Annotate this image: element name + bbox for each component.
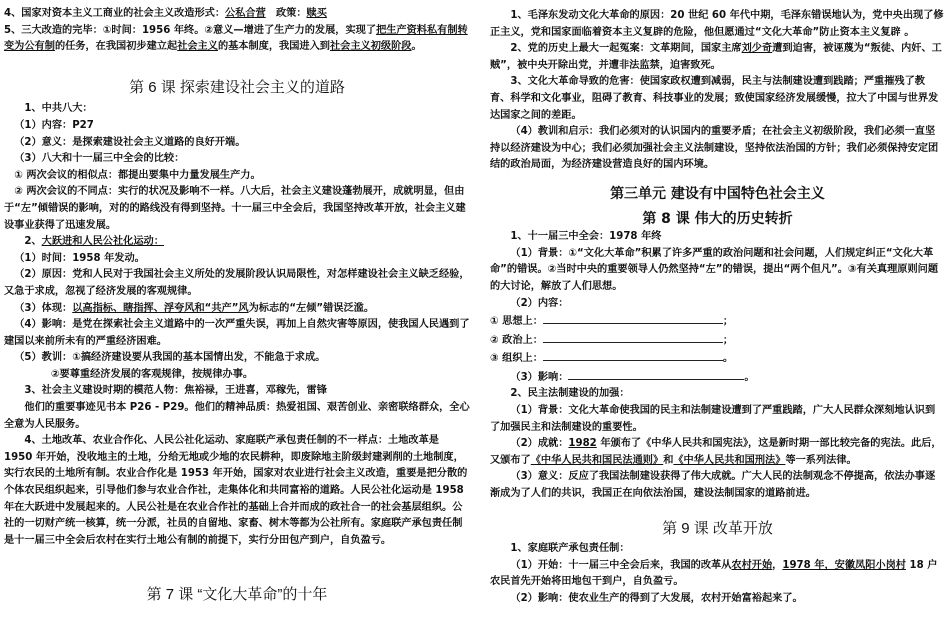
content-politics-line: ② 政治上： ； (490, 331, 945, 350)
comparison-difference: ② 两次会议的不同点：实行的状况及影响不一样。八大后，社会主义建设蓬勃展开，成就明显，但由于“左”倾错误的影响，对的的路线没有得到坚持。十一届三中全会后，我国坚持改革开放，社会主义建设事业获得了迅速发展。 (4, 186, 466, 231)
cultural-revolution-cause: 1、毛泽东发动文化大革命的原因：20 世纪 60 年代中期，毛泽东错误地认为，党中央出现了修正主义，党和国家面临着资本主义复辟的危险，他但愿通过“文化大革命”防止资本主义复辟 。 (490, 10, 944, 38)
third-plenum-background: （1）背景：①“文化大革命”积累了许多严重的政治问题和社会问题，人们规定纠正“文化大革命”的错误。②当时中央的重要领导人仍然坚持“左”的错误，提出“两个但凡”。③有关真理原则问题的大讨论，解放了人们思想。 (490, 247, 939, 292)
impact-blank (568, 368, 744, 380)
content-ideology-line: ① 思想上： ； (490, 312, 945, 331)
third-plenum-content: （2）内容： (510, 297, 569, 309)
great-leap-time: （1）时间：1958 年发动。 (14, 252, 145, 264)
section-3-deeds: 他们的重要事迹见书本 P26 - P29。他们的精神品质：热爱祖国、艰苦创业、亲密联络群众，全心全意为人民服务。 (4, 402, 470, 430)
great-leap-cause: （2）原因：党和人民对于我国社会主义所处的发展阶段认识局限性，对怎样建设社会主义缺乏经验，又急于求成，忽视了经济发展的客观规律。 (4, 269, 470, 297)
right-column (490, 0, 945, 608)
organization-blank (543, 349, 723, 361)
third-plenum-heading: 1、十一届三中全会：1978 年终 (510, 231, 662, 243)
section-1-content: （1）内容：P27 (14, 119, 94, 131)
legal-significance: （3）意义：反应了我国法制建设获得了伟大成就。广大人民的法制观念不停提高，依法办事逐渐成为了人们的共识，我国正在向依法治国，建设法制国家的道路前进。 (490, 471, 936, 500)
lesson-9-title: 第 9 课 改革开放 (662, 519, 773, 537)
politics-blank (543, 331, 723, 343)
ideology-blank (543, 312, 723, 324)
great-leap-impact: （4）影响：是党在探索社会主义道路中的一次严重失误，再加上自然灾害等原因，使我国人民遇到了建国以来前所未有的严重经济困难。 (4, 319, 470, 347)
section-1-heading: 1、中共八大： (24, 103, 93, 115)
section-4-comparison: 4、土地改革、农业合作化、人民公社化运动、家庭联产承包责任制的不一样点：土地改革是 1950 年开始，没收地主的土地，分给无地或少地的农民耕种，即废除地主阶级封建剥削的土地制度，实行农民的土地所有制。农业合作化是 1953 年开始，国家对农业进行社会主义改造，重要是把分散的个体农民组织起来，引导他们参与农业合作社，走集体化和共同富裕的道路。人民公社化运动是 1958 年在大跃进中发展起来的。人民公社是在农业合作社的基础上合并而成的政社合一的社会基层组织。公社的一切财产统一核算，统一分派，社员的自留地、家畜、树木等都为公社所有。家庭联产承包责任制是十一届三中全会后农村在实行土地公有制的前提下，实行分田包产到户，自负盈亏。 (4, 435, 468, 546)
section-3-model-figures: 3、社会主义建设时期的模范人物：焦裕禄，王进喜，邓稼先，雷锋 (24, 385, 327, 397)
household-responsibility-heading: 1、家庭联产承包责任制： (510, 543, 630, 555)
lessons-and-insights: （4）教训和启示：我们必须对的认识国内的重要矛盾；在社会主义初级阶段，我们必须一直坚持以经济建设为中心；我们必须加强社会主义法制建设，坚持依法治国的方针；我们必须保持安定团结的政治局面，为经济建设营造良好的国内环境。 (490, 126, 939, 171)
great-leap-lesson-1: （5）教训：①搞经济建设要从我国的基本国情出发，不能急于求成。 (14, 352, 326, 364)
section-1-comparison: （3）八大和十一届三中全会的比较： (14, 153, 185, 165)
lesson-8-title: 第 8 课 伟大的历史转折 (642, 210, 793, 227)
household-responsibility-impact: （2）影响：使农业生产的得到了大发展，农村开始富裕起来了。 (510, 593, 803, 604)
greatest-injustice-case: 2、党的历史上最大一起冤案：文革期间，国家主席刘少奇遭到迫害，被诬蔑为“叛徒、内奸、工贼”，被中央开除出党，并遭非法监禁，迫害致死。 (490, 43, 942, 71)
lesson-7-title: 第 7 课 “文化大革命”的十年 (146, 586, 328, 604)
legal-background: （1）背景：文化大革命使我国的民主和法制建设遭到了严重践踏，广大人民群众深刻地认识到了加强民主和法制建设的重要性。 (490, 405, 936, 433)
great-leap-manifestation: （3）体现：以高指标、瞎指挥、浮夸风和“共产”风为标志的“左倾”错误泛滥。 (14, 302, 375, 314)
section-2-heading: 2、大跃进和人民公社化运动： (24, 236, 164, 248)
item-4-transformation-forms: 4、国家对资本主义工商业的社会主义改造形式：公私合营 政策：赎买 (4, 8, 327, 19)
left-column (4, 0, 470, 604)
unit-3-title: 第三单元 建设有中国特色社会主义 (610, 185, 825, 202)
third-plenum-impact: （3）影响： 。 (490, 368, 945, 387)
cultural-revolution-harm: 3、文化大革命导致的危害：使国家政权遭到减弱，民主与法制建设遭到践踏；严重摧残了教育、科学和文化事业，阻碍了教育、科技事业的发展；致使国家经济发展缓慢，拉大了中国与世界发达国家之间的差距。 (490, 76, 939, 121)
household-responsibility-start: （1）开始：十一届三中全会后来，我国的改革从农村开始，1978 年，安徽凤阳小岗村 18 户农民首先开始将田地包干到户，自负盈亏。 (490, 559, 938, 588)
legal-achievements: （2）成就：1982 年颁布了《中华人民共和国宪法》，这是新时期一部比较完备的宪法。此后，又颁布了《中华人民共和国民法通则》和《中华人民共和国刑法》等一系列法律。 (490, 438, 942, 466)
comparison-similarity: ① 两次会议的相似点：都提出要集中力量发展生产力。 (14, 169, 261, 181)
item-5-three-transformations: 5、三大改造的完毕：①时间：1956 年终。②意义—增进了生产力的发展，实现了把生产资料私有制转变为公有制的任务，在我国初步建立起社会主义的基本制度，我国进入到社会主义初级阶段。 (4, 24, 468, 53)
section-1-significance: （2）意义：是探索建设社会主义道路的良好开端。 (14, 136, 246, 148)
lesson-6-title: 第 6 课 探索建设社会主义的道路 (129, 78, 345, 96)
content-organization-line: ③ 组织上： 。 (490, 349, 945, 368)
great-leap-lesson-2: ②要尊重经济发展的客观规律，按规律办事。 (50, 368, 254, 380)
legal-construction-heading: 2、民主法制建设的加强： (510, 388, 630, 400)
